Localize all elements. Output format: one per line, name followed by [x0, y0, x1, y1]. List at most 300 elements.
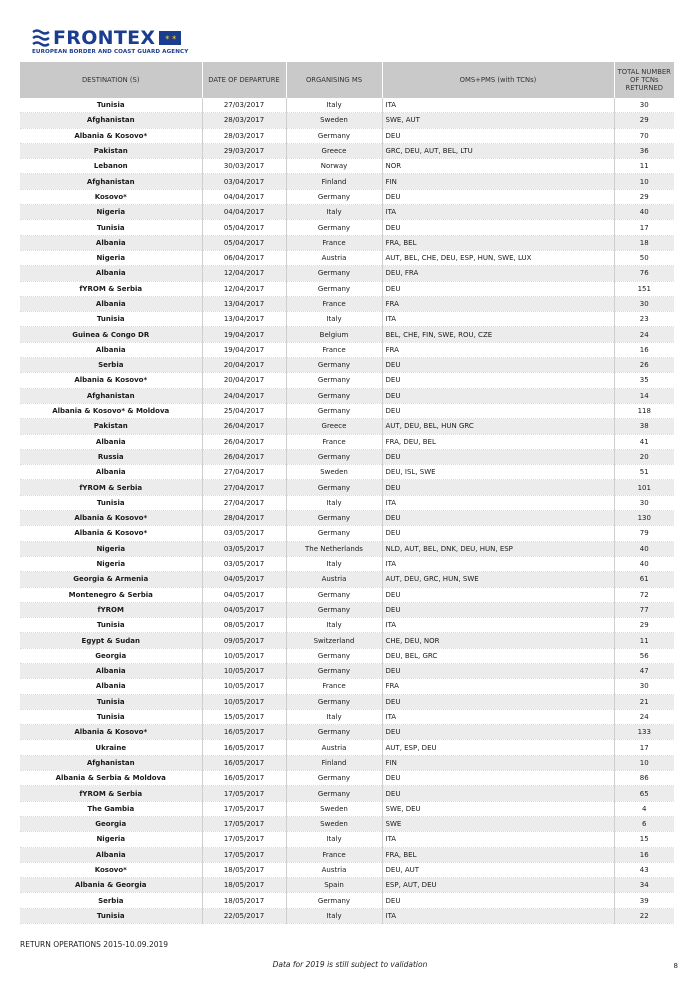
cell-total: 30 — [614, 296, 674, 311]
cell-oms-pms: CHE, DEU, NOR — [382, 633, 614, 648]
header-destination: DESTINATION (S) — [20, 62, 202, 98]
cell-total: 16 — [614, 342, 674, 357]
cell-total: 29 — [614, 189, 674, 204]
cell-organising-ms: Austria — [286, 740, 382, 755]
cell-destination: Albania — [20, 342, 202, 357]
cell-total: 38 — [614, 419, 674, 434]
cell-destination: Albania & Kosovo* — [20, 725, 202, 740]
table-row — [20, 403, 674, 418]
cell-destination: Egypt & Sudan — [20, 633, 202, 648]
cell-date: 16/05/2017 — [202, 740, 286, 755]
cell-destination: fYROM & Serbia — [20, 480, 202, 495]
table-row — [20, 633, 674, 648]
cell-organising-ms: Germany — [286, 511, 382, 526]
cell-oms-pms: DEU, FRA — [382, 266, 614, 281]
cell-destination: Tunisia — [20, 709, 202, 724]
cell-oms-pms: ITA — [382, 709, 614, 724]
cell-total: 11 — [614, 159, 674, 174]
cell-date: 10/05/2017 — [202, 663, 286, 678]
cell-oms-pms: ITA — [382, 205, 614, 220]
cell-total: 10 — [614, 174, 674, 189]
cell-date: 16/05/2017 — [202, 725, 286, 740]
table-row — [20, 358, 674, 373]
cell-destination: Albania — [20, 465, 202, 480]
cell-date: 03/05/2017 — [202, 526, 286, 541]
table-row — [20, 342, 674, 357]
cell-total: 43 — [614, 862, 674, 877]
table-row — [20, 449, 674, 464]
footer-report-title: RETURN OPERATIONS 2015-10.09.2019 — [20, 940, 169, 949]
table-row — [20, 878, 674, 893]
cell-date: 17/05/2017 — [202, 801, 286, 816]
cell-organising-ms: Italy — [286, 495, 382, 510]
table-row — [20, 526, 674, 541]
cell-total: 51 — [614, 465, 674, 480]
cell-date: 27/04/2017 — [202, 495, 286, 510]
cell-date: 04/05/2017 — [202, 572, 286, 587]
header-organising-ms: ORGANISING MS — [286, 62, 382, 98]
cell-total: 30 — [614, 98, 674, 113]
cell-destination: fYROM & Serbia — [20, 281, 202, 296]
cell-date: 08/05/2017 — [202, 618, 286, 633]
header-total-returned: TOTAL NUMBER OF TCNs RETURNED — [614, 62, 674, 98]
cell-oms-pms: SWE — [382, 816, 614, 831]
cell-destination: Albania & Kosovo* — [20, 526, 202, 541]
header-date: DATE OF DEPARTURE — [202, 62, 286, 98]
cell-organising-ms: Germany — [286, 771, 382, 786]
cell-total: 24 — [614, 327, 674, 342]
cell-oms-pms: DEU — [382, 373, 614, 388]
brand-name: FRONTEX — [53, 27, 156, 49]
cell-date: 16/05/2017 — [202, 771, 286, 786]
cell-organising-ms: Sweden — [286, 465, 382, 480]
cell-total: 20 — [614, 449, 674, 464]
cell-organising-ms: Germany — [286, 725, 382, 740]
cell-oms-pms: FRA, BEL — [382, 847, 614, 862]
cell-destination: Tunisia — [20, 220, 202, 235]
cell-destination: Albania — [20, 679, 202, 694]
table-row — [20, 740, 674, 755]
cell-total: 56 — [614, 648, 674, 663]
cell-date: 15/05/2017 — [202, 709, 286, 724]
cell-oms-pms: DEU — [382, 220, 614, 235]
cell-organising-ms: Germany — [286, 266, 382, 281]
table-row — [20, 174, 674, 189]
table-row — [20, 480, 674, 495]
cell-date: 18/05/2017 — [202, 878, 286, 893]
cell-total: 29 — [614, 618, 674, 633]
table-row — [20, 709, 674, 724]
table-row — [20, 755, 674, 770]
cell-destination: Nigeria — [20, 250, 202, 265]
cell-organising-ms: France — [286, 342, 382, 357]
cell-date: 13/04/2017 — [202, 312, 286, 327]
cell-organising-ms: Austria — [286, 862, 382, 877]
table-row — [20, 679, 674, 694]
table-row — [20, 465, 674, 480]
table-row — [20, 235, 674, 250]
cell-oms-pms: FIN — [382, 755, 614, 770]
cell-destination: Afghanistan — [20, 755, 202, 770]
cell-destination: Kosovo* — [20, 189, 202, 204]
cell-destination: Kosovo* — [20, 862, 202, 877]
cell-oms-pms: AUT, DEU, BEL, HUN GRC — [382, 419, 614, 434]
cell-date: 26/04/2017 — [202, 419, 286, 434]
cell-organising-ms: Italy — [286, 98, 382, 113]
table-row — [20, 220, 674, 235]
cell-date: 27/04/2017 — [202, 480, 286, 495]
cell-organising-ms: Germany — [286, 587, 382, 602]
cell-oms-pms: DEU — [382, 358, 614, 373]
cell-date: 30/03/2017 — [202, 159, 286, 174]
cell-oms-pms: ITA — [382, 556, 614, 571]
cell-total: 72 — [614, 587, 674, 602]
table-row — [20, 128, 674, 143]
cell-oms-pms: DEU — [382, 449, 614, 464]
cell-destination: Tunisia — [20, 618, 202, 633]
cell-oms-pms: FRA, DEU, BEL — [382, 434, 614, 449]
table-row — [20, 281, 674, 296]
table-row — [20, 250, 674, 265]
cell-total: 77 — [614, 602, 674, 617]
cell-oms-pms: DEU — [382, 128, 614, 143]
cell-destination: Albania & Serbia & Moldova — [20, 771, 202, 786]
cell-total: 23 — [614, 312, 674, 327]
cell-total: 21 — [614, 694, 674, 709]
cell-date: 17/05/2017 — [202, 816, 286, 831]
cell-organising-ms: Germany — [286, 694, 382, 709]
table-header-row — [20, 62, 674, 98]
table-row — [20, 771, 674, 786]
cell-date: 03/04/2017 — [202, 174, 286, 189]
cell-destination: Albania — [20, 296, 202, 311]
cell-date: 16/05/2017 — [202, 755, 286, 770]
cell-total: 6 — [614, 816, 674, 831]
cell-oms-pms: DEU — [382, 602, 614, 617]
cell-date: 06/04/2017 — [202, 250, 286, 265]
cell-total: 79 — [614, 526, 674, 541]
cell-oms-pms: SWE, DEU — [382, 801, 614, 816]
cell-destination: Georgia & Armenia — [20, 572, 202, 587]
cell-organising-ms: Greece — [286, 143, 382, 158]
cell-organising-ms: Italy — [286, 312, 382, 327]
cell-total: 24 — [614, 709, 674, 724]
cell-date: 18/05/2017 — [202, 893, 286, 908]
cell-organising-ms: Italy — [286, 556, 382, 571]
table-row — [20, 572, 674, 587]
cell-destination: Pakistan — [20, 143, 202, 158]
cell-date: 19/04/2017 — [202, 327, 286, 342]
table-row — [20, 98, 674, 113]
cell-destination: Afghanistan — [20, 174, 202, 189]
cell-destination: Nigeria — [20, 205, 202, 220]
table-row — [20, 816, 674, 831]
footer-validation-note: Data for 2019 is still subject to validation — [272, 960, 428, 969]
cell-oms-pms: ITA — [382, 618, 614, 633]
cell-organising-ms: Germany — [286, 358, 382, 373]
frontex-wave-icon — [32, 28, 50, 48]
cell-destination: Ukraine — [20, 740, 202, 755]
cell-destination: Russia — [20, 449, 202, 464]
cell-total: 26 — [614, 358, 674, 373]
cell-organising-ms: France — [286, 434, 382, 449]
cell-organising-ms: Germany — [286, 388, 382, 403]
table-row — [20, 541, 674, 556]
cell-destination: The Gambia — [20, 801, 202, 816]
cell-organising-ms: Germany — [286, 220, 382, 235]
cell-destination: Afghanistan — [20, 113, 202, 128]
cell-organising-ms: Italy — [286, 832, 382, 847]
cell-destination: Albania & Kosovo* — [20, 511, 202, 526]
cell-total: 40 — [614, 205, 674, 220]
cell-date: 17/05/2017 — [202, 786, 286, 801]
cell-destination: Pakistan — [20, 419, 202, 434]
cell-total: 40 — [614, 541, 674, 556]
cell-oms-pms: SWE, AUT — [382, 113, 614, 128]
cell-organising-ms: France — [286, 679, 382, 694]
cell-oms-pms: DEU — [382, 403, 614, 418]
cell-date: 28/03/2017 — [202, 113, 286, 128]
cell-date: 10/05/2017 — [202, 679, 286, 694]
cell-date: 13/04/2017 — [202, 296, 286, 311]
cell-destination: Serbia — [20, 358, 202, 373]
cell-total: 16 — [614, 847, 674, 862]
cell-organising-ms: Austria — [286, 250, 382, 265]
cell-destination: Georgia — [20, 816, 202, 831]
cell-organising-ms: France — [286, 296, 382, 311]
cell-oms-pms: DEU — [382, 786, 614, 801]
cell-oms-pms: DEU, AUT — [382, 862, 614, 877]
table-row — [20, 893, 674, 908]
cell-destination: Nigeria — [20, 541, 202, 556]
cell-organising-ms: Italy — [286, 709, 382, 724]
cell-date: 09/05/2017 — [202, 633, 286, 648]
table-row — [20, 312, 674, 327]
cell-total: 17 — [614, 220, 674, 235]
cell-total: 101 — [614, 480, 674, 495]
table-row — [20, 908, 674, 923]
cell-organising-ms: Finland — [286, 755, 382, 770]
table-row — [20, 434, 674, 449]
cell-organising-ms: Germany — [286, 403, 382, 418]
table-row — [20, 266, 674, 281]
table-row — [20, 113, 674, 128]
table-row — [20, 327, 674, 342]
cell-date: 27/04/2017 — [202, 465, 286, 480]
cell-total: 17 — [614, 740, 674, 755]
table-row — [20, 556, 674, 571]
cell-oms-pms: DEU — [382, 893, 614, 908]
header-oms-pms: OMS+PMS (with TCNs) — [382, 62, 614, 98]
cell-organising-ms: Italy — [286, 205, 382, 220]
cell-organising-ms: Germany — [286, 128, 382, 143]
cell-date: 28/03/2017 — [202, 128, 286, 143]
table-row — [20, 602, 674, 617]
cell-total: 76 — [614, 266, 674, 281]
cell-date: 04/04/2017 — [202, 189, 286, 204]
cell-date: 12/04/2017 — [202, 266, 286, 281]
cell-total: 40 — [614, 556, 674, 571]
cell-date: 12/04/2017 — [202, 281, 286, 296]
cell-destination: Tunisia — [20, 694, 202, 709]
cell-total: 35 — [614, 373, 674, 388]
cell-date: 05/04/2017 — [202, 235, 286, 250]
cell-organising-ms: Germany — [286, 373, 382, 388]
cell-total: 22 — [614, 908, 674, 923]
cell-total: 47 — [614, 663, 674, 678]
cell-oms-pms: FRA, BEL — [382, 235, 614, 250]
cell-total: 14 — [614, 388, 674, 403]
cell-organising-ms: Germany — [286, 189, 382, 204]
table-row — [20, 373, 674, 388]
cell-destination: Albania — [20, 235, 202, 250]
cell-organising-ms: Germany — [286, 663, 382, 678]
cell-date: 03/05/2017 — [202, 541, 286, 556]
cell-destination: Tunisia — [20, 495, 202, 510]
cell-date: 25/04/2017 — [202, 403, 286, 418]
cell-total: 151 — [614, 281, 674, 296]
table-row — [20, 725, 674, 740]
cell-date: 17/05/2017 — [202, 847, 286, 862]
cell-date: 24/04/2017 — [202, 388, 286, 403]
cell-oms-pms: AUT, ESP, DEU — [382, 740, 614, 755]
cell-date: 26/04/2017 — [202, 449, 286, 464]
cell-organising-ms: Germany — [286, 786, 382, 801]
cell-total: 61 — [614, 572, 674, 587]
eu-flag-icon: ✶✶ — [159, 31, 181, 45]
cell-date: 10/05/2017 — [202, 648, 286, 663]
cell-oms-pms: DEU — [382, 587, 614, 602]
cell-destination: Albania — [20, 847, 202, 862]
cell-total: 41 — [614, 434, 674, 449]
cell-organising-ms: France — [286, 235, 382, 250]
cell-destination: Montenegro & Serbia — [20, 587, 202, 602]
cell-total: 70 — [614, 128, 674, 143]
cell-oms-pms: DEU — [382, 189, 614, 204]
cell-organising-ms: Italy — [286, 908, 382, 923]
cell-total: 65 — [614, 786, 674, 801]
cell-oms-pms: FRA — [382, 296, 614, 311]
cell-total: 50 — [614, 250, 674, 265]
cell-destination: Nigeria — [20, 832, 202, 847]
cell-organising-ms: Sweden — [286, 816, 382, 831]
table-row — [20, 189, 674, 204]
table-row — [20, 694, 674, 709]
cell-organising-ms: Belgium — [286, 327, 382, 342]
cell-destination: Serbia — [20, 893, 202, 908]
cell-destination: Tunisia — [20, 908, 202, 923]
table-row — [20, 296, 674, 311]
cell-organising-ms: Germany — [286, 893, 382, 908]
cell-destination: Albania & Kosovo* & Moldova — [20, 403, 202, 418]
table-row — [20, 159, 674, 174]
cell-oms-pms: DEU — [382, 511, 614, 526]
table-row — [20, 862, 674, 877]
cell-destination: Lebanon — [20, 159, 202, 174]
cell-organising-ms: Germany — [286, 648, 382, 663]
table-row — [20, 587, 674, 602]
cell-oms-pms: DEU — [382, 725, 614, 740]
cell-oms-pms: FRA — [382, 679, 614, 694]
brand-subtitle: EUROPEAN BORDER AND COAST GUARD AGENCY — [32, 49, 189, 55]
cell-oms-pms: ITA — [382, 908, 614, 923]
cell-destination: Georgia — [20, 648, 202, 663]
cell-date: 20/04/2017 — [202, 358, 286, 373]
cell-total: 30 — [614, 679, 674, 694]
cell-date: 27/03/2017 — [202, 98, 286, 113]
cell-date: 03/05/2017 — [202, 556, 286, 571]
cell-destination: Albania — [20, 266, 202, 281]
cell-total: 11 — [614, 633, 674, 648]
cell-oms-pms: DEU — [382, 771, 614, 786]
page-number: 8 — [673, 962, 678, 970]
cell-date: 29/03/2017 — [202, 143, 286, 158]
cell-organising-ms: The Netherlands — [286, 541, 382, 556]
cell-destination: Albania — [20, 434, 202, 449]
cell-organising-ms: Austria — [286, 572, 382, 587]
cell-oms-pms: DEU — [382, 388, 614, 403]
cell-oms-pms: DEU — [382, 663, 614, 678]
cell-total: 15 — [614, 832, 674, 847]
table-row — [20, 495, 674, 510]
cell-total: 118 — [614, 403, 674, 418]
cell-destination: Afghanistan — [20, 388, 202, 403]
cell-organising-ms: Norway — [286, 159, 382, 174]
cell-total: 36 — [614, 143, 674, 158]
cell-destination: Albania & Georgia — [20, 878, 202, 893]
cell-destination: Tunisia — [20, 312, 202, 327]
cell-oms-pms: DEU — [382, 526, 614, 541]
cell-total: 4 — [614, 801, 674, 816]
table-row — [20, 648, 674, 663]
cell-destination: Albania — [20, 663, 202, 678]
table-row — [20, 801, 674, 816]
table-row — [20, 419, 674, 434]
cell-oms-pms: DEU — [382, 480, 614, 495]
table-row — [20, 786, 674, 801]
cell-date: 19/04/2017 — [202, 342, 286, 357]
cell-destination: fYROM — [20, 602, 202, 617]
cell-date: 04/05/2017 — [202, 587, 286, 602]
cell-organising-ms: France — [286, 847, 382, 862]
cell-date: 17/05/2017 — [202, 832, 286, 847]
cell-organising-ms: Switzerland — [286, 633, 382, 648]
cell-total: 29 — [614, 113, 674, 128]
cell-oms-pms: ITA — [382, 98, 614, 113]
cell-destination: Albania & Kosovo* — [20, 373, 202, 388]
cell-organising-ms: Spain — [286, 878, 382, 893]
table-row — [20, 511, 674, 526]
cell-date: 04/04/2017 — [202, 205, 286, 220]
cell-oms-pms: GRC, DEU, AUT, BEL, LTU — [382, 143, 614, 158]
cell-total: 130 — [614, 511, 674, 526]
cell-total: 86 — [614, 771, 674, 786]
cell-organising-ms: Germany — [286, 449, 382, 464]
cell-organising-ms: Greece — [286, 419, 382, 434]
return-operations-table — [20, 62, 674, 924]
cell-organising-ms: Sweden — [286, 113, 382, 128]
cell-oms-pms: ITA — [382, 312, 614, 327]
cell-date: 04/05/2017 — [202, 602, 286, 617]
cell-oms-pms: DEU — [382, 281, 614, 296]
cell-date: 18/05/2017 — [202, 862, 286, 877]
frontex-logo — [32, 28, 202, 58]
cell-destination: fYROM & Serbia — [20, 786, 202, 801]
table-row — [20, 618, 674, 633]
cell-destination: Guinea & Congo DR — [20, 327, 202, 342]
cell-oms-pms: ITA — [382, 832, 614, 847]
cell-total: 34 — [614, 878, 674, 893]
